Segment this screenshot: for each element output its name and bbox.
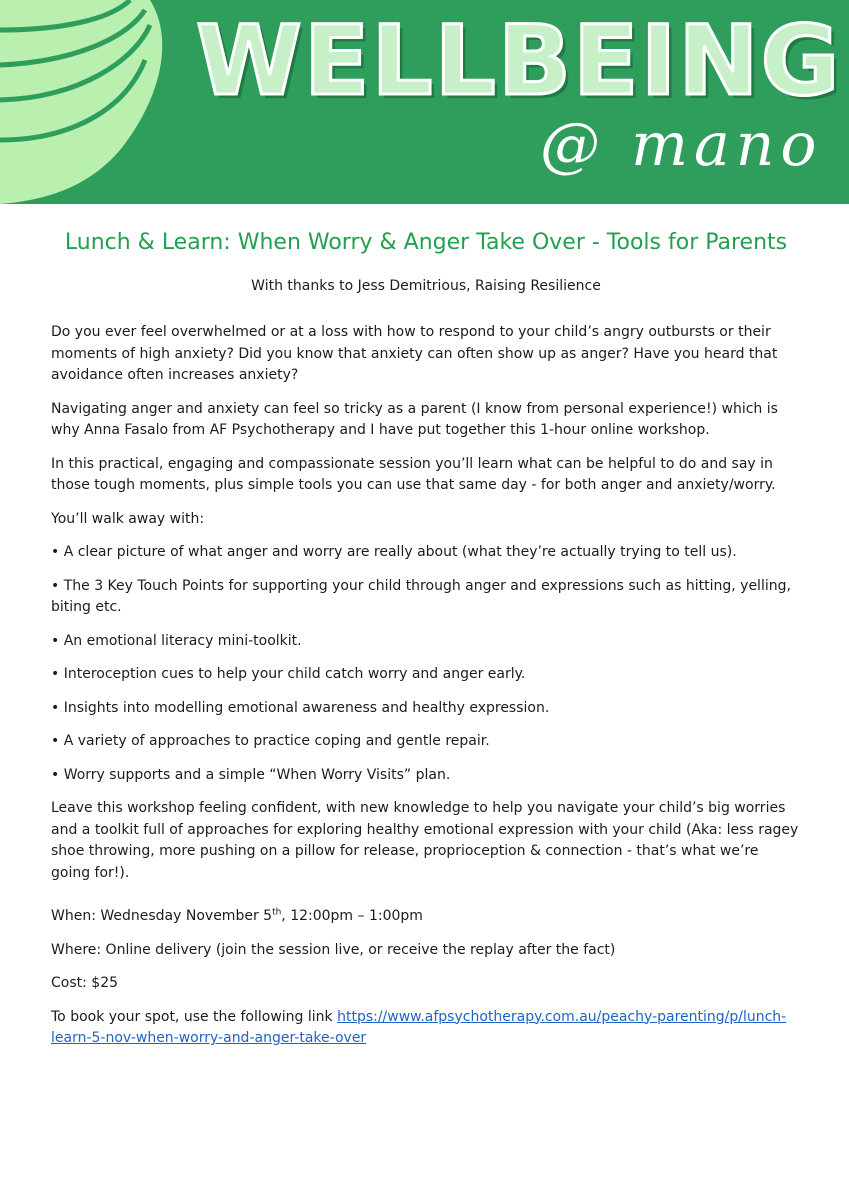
intro-paragraph: Navigating anger and anxiety can feel so tricky as a parent (I know from personal experience!) which is why Anna Fasalo from AF Psychotherapy and I have put together this 1-hour online workshop. [51,400,778,438]
event-where: Where: Online delivery (join the session live, or receive the replay after the fact) [51,941,616,958]
booking-text: To book your spot, use the following link [51,1008,338,1025]
event-when-text: When: Wednesday November 5 [51,908,273,924]
event-when-time: , 12:00pm – 1:00pm [281,908,423,924]
event-when-ordinal: th [272,907,282,918]
document-body [51,226,801,1062]
list-lead-in: You’ll walk away with: [51,510,205,527]
list-item: • Insights into modelling emotional awareness and healthy expression. [51,699,550,716]
closing-paragraph: Leave this workshop feeling confident, with new knowledge to help you navigate your child’s big worries and a toolkit full of approaches for exploring healthy emotional expression with your child (Aka: less ragey shoe throwing, more pushing on a pillow for release, proprioception & connection - that’s what we’re going for!). [51,800,799,881]
list-item: • The 3 Key Touch Points for supporting your child through anger and expressions such as hitting, yelling, biting etc. [51,577,791,615]
list-item: • A variety of approaches to practice coping and gentle repair. [51,733,490,749]
list-item: • Worry supports and a simple “When Worry Visits” plan. [51,766,451,783]
list-item: • An emotional literacy mini-toolkit. [51,632,302,649]
page-title: Lunch & Learn: When Worry & Anger Take Over - Tools for Parents [64,230,788,255]
brand-title: WELLBEING [196,5,842,117]
list-item: • Interoception cues to help your child catch worry and anger early. [51,666,526,682]
intro-paragraph: Do you ever feel overwhelmed or at a loss with how to respond to your child’s angry outbursts or their moments of high anxiety? Did you know that anxiety can often show up as anger? Have you heard that avoidance often increases anxiety? [51,324,778,383]
event-cost: Cost: $25 [51,975,119,991]
header-banner [0,0,849,204]
list-item: • A clear picture of what anger and worry are really about (what they’re actually trying to tell us). [51,544,737,560]
booking-info [51,1007,801,1050]
brand-subtitle: @ mano [540,110,823,180]
event-when [51,906,801,928]
page-subtitle: With thanks to Jess Demitrious, Raising Resilience [251,278,601,294]
booking-link[interactable]: https://www.afpsychotherapy.com.au/peachy-parenting/p/lunch-learn-5-nov-when-worry-and-anger-take-over [51,1008,787,1046]
intro-paragraph: In this practical, engaging and compassionate session you’ll learn what can be helpful to do and say in those tough moments, plus simple tools you can use that same day - for both anger and anxiety/worry. [51,455,776,493]
